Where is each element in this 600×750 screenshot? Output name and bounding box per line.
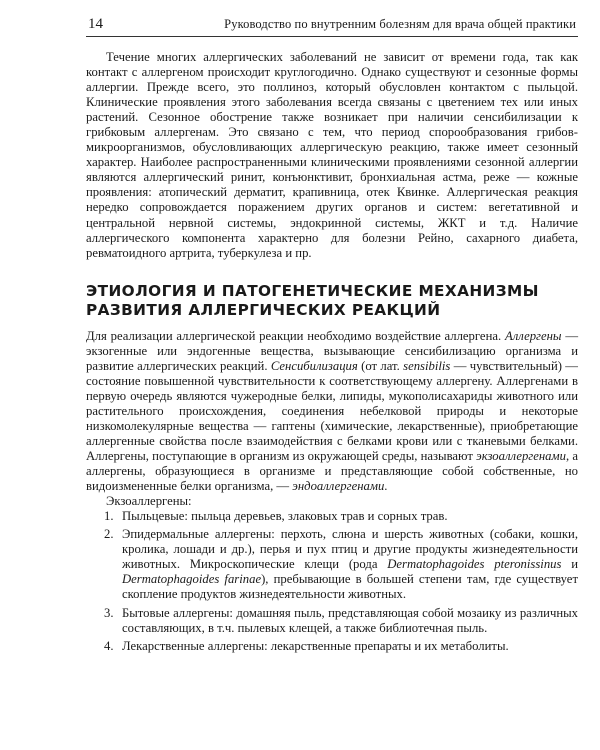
list-item-number: 3. — [104, 605, 114, 620]
section-heading-line-2: РАЗВИТИЯ АЛЛЕРГИЧЕСКИХ РЕАКЦИЙ — [86, 300, 441, 319]
term-exoallergens: экзоаллергенами — [476, 449, 566, 464]
section-heading-line-1: ЭТИОЛОГИЯ И ПАТОГЕНЕТИЧЕСКИЕ МЕХАНИЗМЫ — [86, 281, 539, 300]
list-item-text: Эпидермальные аллергены: перхоть, слюна и шерсть животных (собаки, кошки, кролика, лошади и др.), перья и пух птиц и другие продукты жизнедеятельности животных. Микроскопические клещи (рода — [122, 527, 578, 572]
term-allergens: Аллергены — [504, 328, 562, 343]
list-item — [86, 527, 578, 602]
text-run: — экзогенные или эндогенные вещества, вызывающие сенсибилизацию организма и развитие аллергических реакций. — [86, 328, 579, 373]
running-title: Руководство по внутренним болезням для врача общей практики — [224, 17, 576, 31]
list-item-text: Бытовые аллергены: домашняя пыль, представляющая собой мозаику из различных составляющих, в т.ч. пылевых клещей, а также библиотечная пыль. — [122, 605, 578, 635]
term-sensitization: Сенсибилизация — [270, 358, 358, 373]
species-name: Dermatophagoides pteronissinus — [387, 557, 562, 572]
running-header — [86, 14, 578, 37]
list-item-text: и — [561, 557, 579, 572]
term-endoallergens: эндоаллергенами — [292, 479, 385, 494]
text-run: . — [384, 479, 388, 494]
list-item-number: 4. — [104, 638, 114, 653]
list-item-number: 2. — [104, 527, 114, 542]
list-item-text: Лекарственные аллергены: лекарственные препараты и их метаболиты. — [122, 638, 509, 653]
list-item-text: ), пребывающие в большей степени там, где существует скопление продуктов жизнедеятельности животных. — [122, 572, 578, 602]
list-item-text: Пыльцевые: пыльца деревьев, злаковых трав и сорных трав. — [122, 509, 448, 524]
list-item — [86, 639, 578, 654]
text-run: — чувствительный) — состояние повышенной чувствительности к соответствующему аллергену. Аллергенами в первую очередь являются чужеродные белки, липиды, мукополисахариды животного или растительного происхождения, соединения небелковой природы и некоторые низкомолекулярные вещества — гаптены (химические, лекарственные), приобретающие аллергенные свойства после взаимодействия с белками крови или с тканевыми белками. Аллергены, поступающие в организм из окружающей среды, называют — [86, 358, 578, 464]
text-run: Для реализации аллергической реакции необходимо воздействие аллергена. — [86, 328, 505, 343]
list-intro: Экзоаллергены: — [106, 494, 192, 509]
exoallergen-list — [86, 509, 578, 653]
list-item — [86, 509, 578, 524]
page-body — [86, 50, 578, 654]
intro-paragraph: Течение многих аллергических заболеваний не зависит от времени года, так как контакт с аллергеном происходит круглогодично. Однако существуют и сезонные формы аллергии. Прежде всего, это поллиноз, который обусловлен контактом с пыльцой. Клинические проявления этого заболевания всегда связаны с цветением тех или иных растений. Сезонное обострение также возникает при наличии сенсибилизации к грибковым аллергенам. Это связано с тем, что период спорообразования грибов-микроорганизмов, обусловливающих аллергическую реакцию, также имеет сезонный характер. Наиболее распространенными клиническими проявлениями сезонной аллергии являются аллергический ринит, конъюнктивит, бронхиальная астма, реже — кожные проявления: атопический дерматит, крапивница, отек Квинке. Аллергическая реакция нередко сопровождается поражением других органов и систем: вегетативной и центральной нервной системы, эндокринной системы, ЖКТ и т.д. Наличие аллергического компонента характерно для болезни Рейно, сахарного диабета, ревматоидного артрита, туберкулеза и пр. — [86, 50, 578, 260]
definition-paragraph — [86, 329, 578, 495]
section-heading — [86, 282, 578, 320]
text-run: (от лат. — [357, 358, 404, 373]
text-run: , а аллергены, образующиеся в организме и представляющие собой собственные, но видоизмененные белки организма, — — [86, 449, 578, 494]
species-name: Dermatophagoides farinae — [122, 572, 262, 587]
term-latin: sensibilis — [403, 358, 451, 373]
page-number: 14 — [88, 16, 103, 32]
list-item — [86, 606, 578, 636]
list-item-number: 1. — [104, 509, 114, 524]
